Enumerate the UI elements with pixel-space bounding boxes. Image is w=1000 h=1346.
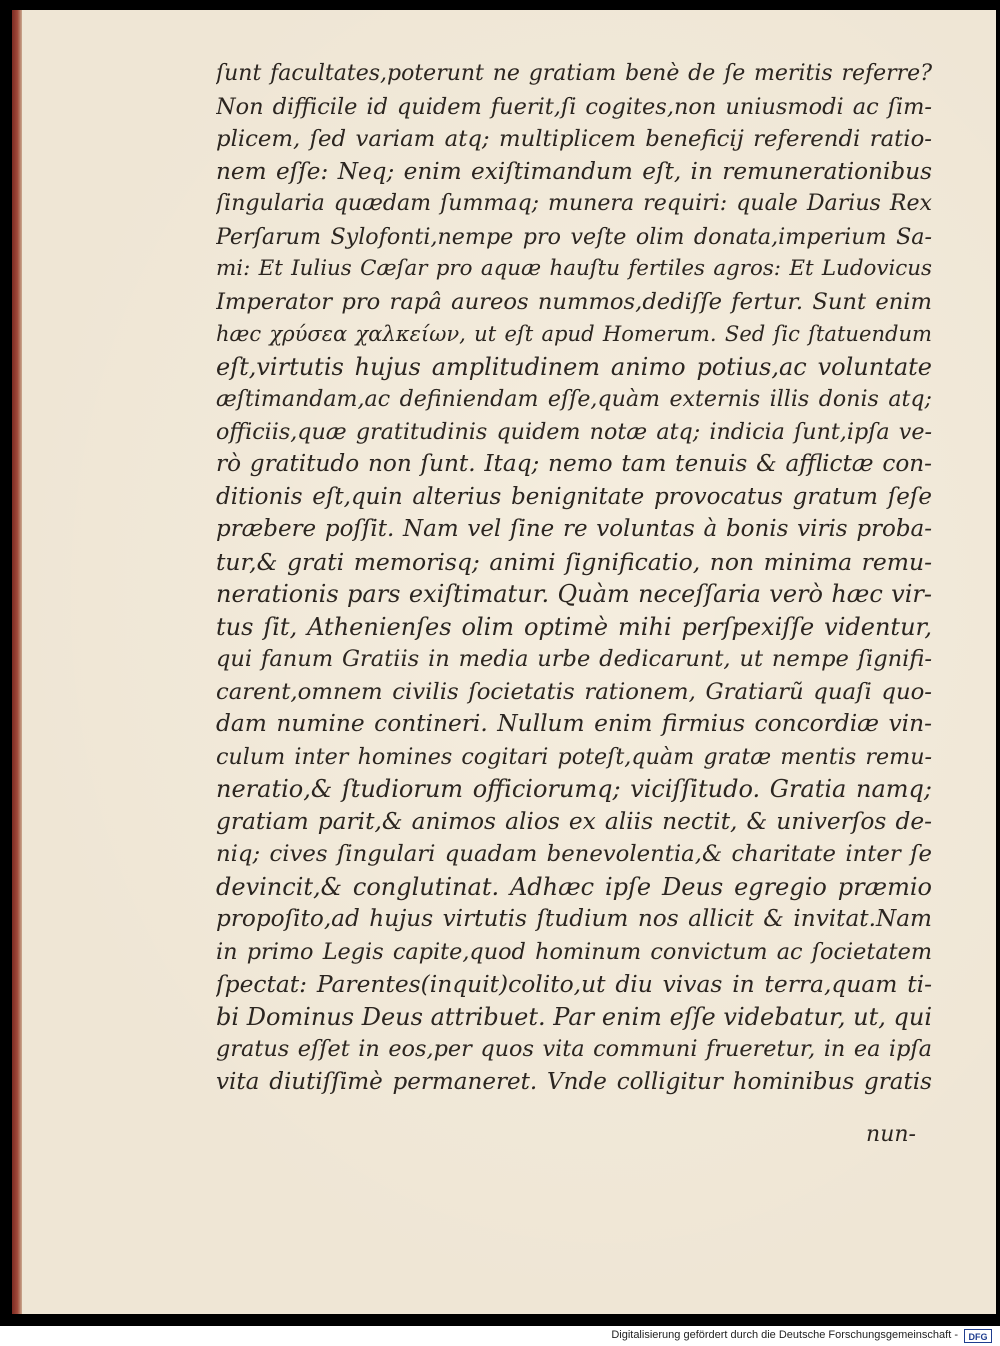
funding-credit: Digitalisierung gefördert durch die Deutsche Forschungsgemeinschaft - <box>611 1329 958 1341</box>
text-line: niq; cives ſingulari quadam benevolentia,& charitate inter ſe <box>216 841 932 867</box>
text-line: rò gratitudo non ſunt. Itaq; nemo tam tenuis & afflictæ con- <box>216 451 932 477</box>
text-line: dam numine contineri. Nullum enim firmius concordiæ vin- <box>216 710 932 737</box>
text-line: præbere poſſit. Nam vel ſine re voluntas à bonis viris proba- <box>216 516 932 542</box>
catchword: nun- <box>866 1122 916 1147</box>
text-line: tur,& grati memorisq; animi ſignificatio, non minima remu- <box>216 547 932 576</box>
text-line: Imperator pro rapâ aureos nummos,dediſſe fertur. Sunt enim <box>216 288 932 315</box>
text-line: culum inter homines cogitari poteſt,quàm gratæ mentis remu- <box>216 743 932 770</box>
text-line: qui fanum Gratiis in media urbe dedicarunt, ut nempe ſignifi- <box>216 646 932 672</box>
binding-edge <box>12 10 22 1314</box>
text-line: gratus eſſet in eos,per quos vita communi frueretur, in ea ipſa <box>216 1036 932 1062</box>
text-line: nem eſſe: Neq; enim exiſtimandum eſt, in remunerationibus <box>216 158 932 185</box>
text-line: carent,omnem civilis ſocietatis rationem, Gratiarũ quaſi quo- <box>216 678 932 705</box>
text-line: ſpectat: Parentes(inquit)colito,ut diu vivas in terra,quam ti- <box>216 970 932 998</box>
dfg-logo-icon: DFG <box>964 1329 992 1343</box>
page-text <box>216 58 932 1098</box>
text-line: ditionis eſt,quin alterius benignitate provocatus gratum ſeſe <box>216 483 932 510</box>
text-line: Non difficile id quidem fuerit,ſi cogites,non uniusmodi ac ſim- <box>216 93 932 120</box>
text-line: propoſito,ad hujus virtutis ſtudium nos allicit & invitat.Nam <box>216 906 932 932</box>
text-line: ſingularia quædam ſummaq; munera requiri: quale Darius Rex <box>216 191 932 216</box>
text-line: devincit,& conglutinat. Adhæc ipſe Deus egregio præmio <box>216 872 932 901</box>
footer-bar <box>0 1326 1000 1346</box>
text-line: tus ſit, Athenienſes olim optimè mihi perſpexiſſe videntur, <box>216 612 932 641</box>
text-line: æſtimandam,ac definiendam eſſe,quàm externis illis donis atq; <box>216 386 932 412</box>
text-line: gratiam parit,& animos alios ex aliis nectit, & univerſos de- <box>216 807 932 835</box>
text-line: neratio,& ſtudiorum officiorumq; viciſſitudo. Gratia namq; <box>216 775 932 803</box>
text-line: officiis,quæ gratitudinis quidem notæ atq; indicia ſunt,ipſa ve- <box>216 418 932 445</box>
text-line: vita diutiſſimè permaneret. Vnde colligitur hominibus gratis <box>216 1068 932 1095</box>
text-line: eſt,virtutis hujus amplitudinem animo potius,ac voluntate <box>216 352 932 381</box>
text-line: nerationis pars exiſtimatur. Quàm neceſſaria verò hæc vir- <box>216 580 932 608</box>
text-line: bi Dominus Deus attribuet. Par enim eſſe videbatur, ut, qui <box>216 1002 932 1031</box>
text-line: plicem, ſed variam atq; multiplicem beneficij referendi ratio- <box>216 126 932 152</box>
text-line: mi: Et Iulius Cæſar pro aquæ hauſtu fertiles agros: Et Ludovicus <box>216 256 932 281</box>
text-line: hæc χρύσεα χαλκείων, ut eſt apud Homerum. Sed ſic ſtatuendum <box>216 321 932 346</box>
text-line: ſunt facultates,poterunt ne gratiam benè de ſe meritis referre? <box>216 61 932 86</box>
text-line: Perſarum Sylofonti,nempe pro veſte olim donata,imperium Sa- <box>216 223 932 250</box>
text-line: in primo Legis capite,quod hominum convictum ac ſocietatem <box>216 938 932 965</box>
